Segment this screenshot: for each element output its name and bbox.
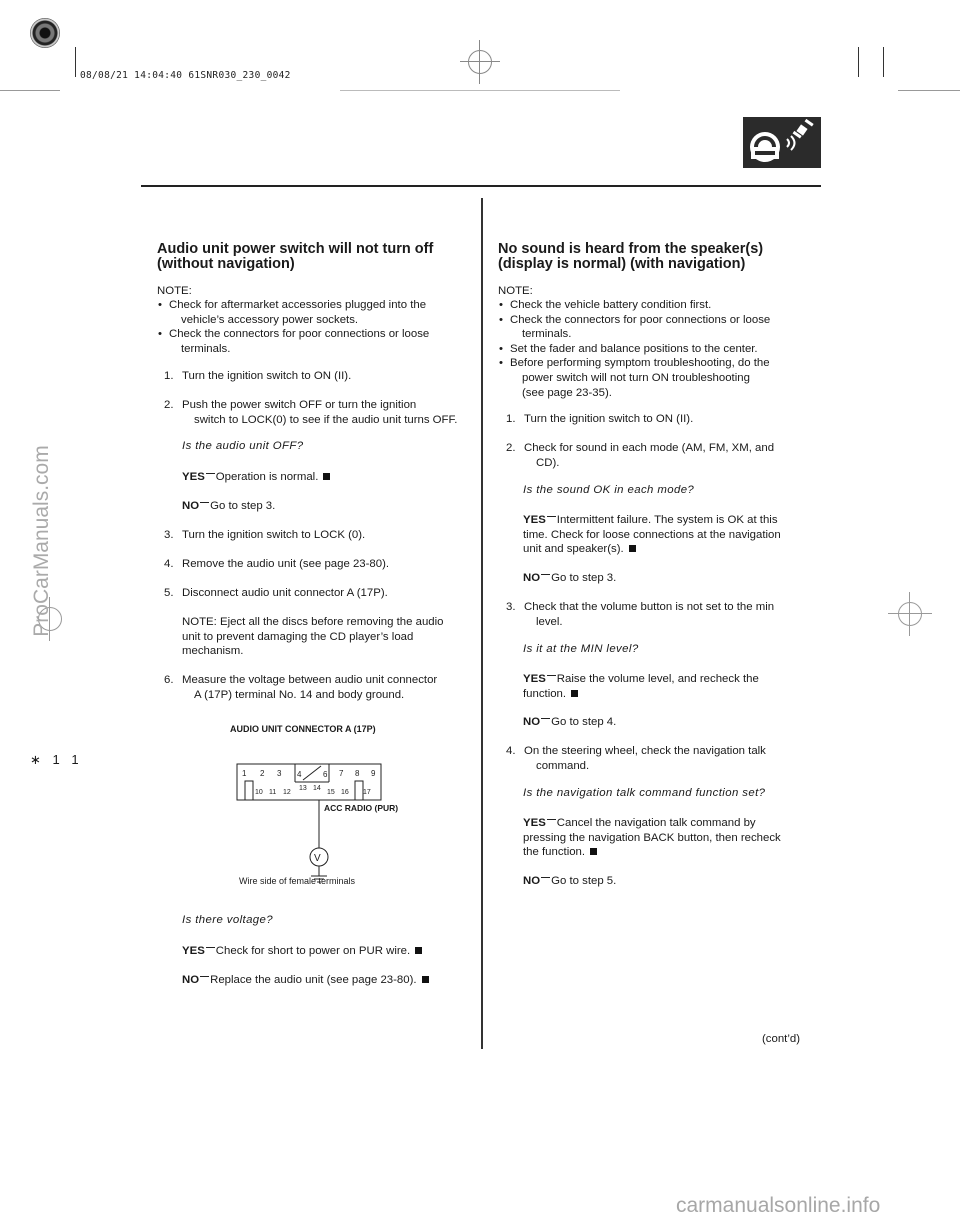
right-no-2: NO Go to step 4. <box>523 716 617 728</box>
side-watermark: ProCarManuals.com <box>30 445 53 637</box>
left-question-2: Is there voltage? <box>182 914 274 926</box>
left-question-1: Is the audio unit OFF? <box>182 440 304 452</box>
right-notes <box>498 298 828 400</box>
list-item: • Check the connectors for poor connections or loose terminals. <box>498 313 828 342</box>
right-yes-2: YES Raise the volume level, and recheck the function. <box>523 673 759 700</box>
connector-title: AUDIO UNIT CONNECTOR A (17P) <box>230 724 376 734</box>
right-question-1: Is the sound OK in each mode? <box>523 484 695 496</box>
right-question-2: Is it at the MIN level? <box>523 643 639 655</box>
pin-number: 15 <box>327 789 335 796</box>
wire-label: ACC RADIO (PUR) <box>324 803 399 813</box>
right-heading: No sound is heard from the speaker(s) (display is normal) (with navigation) <box>498 241 764 272</box>
right-yes-3: YES Cancel the navigation talk command by pressing the navigation BACK button, then recheck the function. <box>523 817 781 859</box>
voltmeter-symbol: V <box>314 853 321 864</box>
list-item: • Check the connectors for poor connections or loose terminals. <box>157 327 477 356</box>
pin-number: 1 <box>242 769 247 778</box>
left-heading: Audio unit power switch will not turn off (without navigation) <box>157 241 434 272</box>
right-yes-1: YES Intermittent failure. The system is OK at this time. Check for loose connections at the navigation unit and speaker(s). <box>523 514 781 556</box>
pin-number: 12 <box>283 789 291 796</box>
registration-mark <box>30 18 60 48</box>
right-note-label: NOTE: <box>498 285 533 297</box>
left-no-1: NO Go to step 3. <box>182 500 276 512</box>
pin-number: 10 <box>255 789 263 796</box>
left-yes-1: YES Operation is normal. <box>182 470 330 485</box>
navigation-system-icon <box>743 117 821 168</box>
pin-number: 7 <box>339 769 344 778</box>
list-item: • Check the vehicle battery condition first. <box>498 298 828 313</box>
connector-caption: Wire side of female terminals <box>239 876 356 886</box>
left-no-2: NO Replace the audio unit (see page 23-80). <box>182 973 429 988</box>
list-item: • Set the fader and balance positions to the center. <box>498 342 828 357</box>
footer-watermark: carmanualsonline.info <box>676 1194 881 1217</box>
page-mark: ∗ 1 1 <box>30 752 83 767</box>
list-item: • Before performing symptom troubleshooting, do the power switch will not turn ON troubleshooting (see page 23-35). <box>498 356 828 400</box>
continued-label: (cont’d) <box>762 1033 800 1045</box>
header-rule <box>141 185 821 187</box>
right-question-3: Is the navigation talk command function set? <box>523 787 766 799</box>
left-note-label: NOTE: <box>157 285 192 297</box>
register-target-right <box>898 602 922 626</box>
register-target-top <box>468 50 492 74</box>
pin-number: 17 <box>363 789 371 796</box>
pin-number: 9 <box>371 769 376 778</box>
right-no-3: NO Go to step 5. <box>523 875 617 887</box>
list-item: • Check for aftermarket accessories plugged into the vehicle’s accessory power sockets. <box>157 298 477 327</box>
left-step-5-note: NOTE: Eject all the discs before removing the audio unit to prevent damaging the CD player’s load mechanism. <box>182 616 444 658</box>
pin-number: 16 <box>341 789 349 796</box>
pin-number: 2 <box>260 769 265 778</box>
pin-number: 14 <box>313 785 321 792</box>
left-yes-2: YES Check for short to power on PUR wire. <box>182 944 422 959</box>
connector-diagram <box>225 760 425 890</box>
left-notes <box>157 298 477 356</box>
pin-number: 3 <box>277 769 282 778</box>
print-stamp: 08/08/21 14:04:40 61SNR030_230_0042 <box>80 70 291 81</box>
pin-number: 4 <box>297 770 302 779</box>
right-no-1: NO Go to step 3. <box>523 572 617 584</box>
pin-number: 11 <box>269 789 277 796</box>
column-divider <box>481 198 483 1049</box>
pin-number: 6 <box>323 770 328 779</box>
pin-number: 8 <box>355 769 360 778</box>
pin-number: 13 <box>299 785 307 792</box>
